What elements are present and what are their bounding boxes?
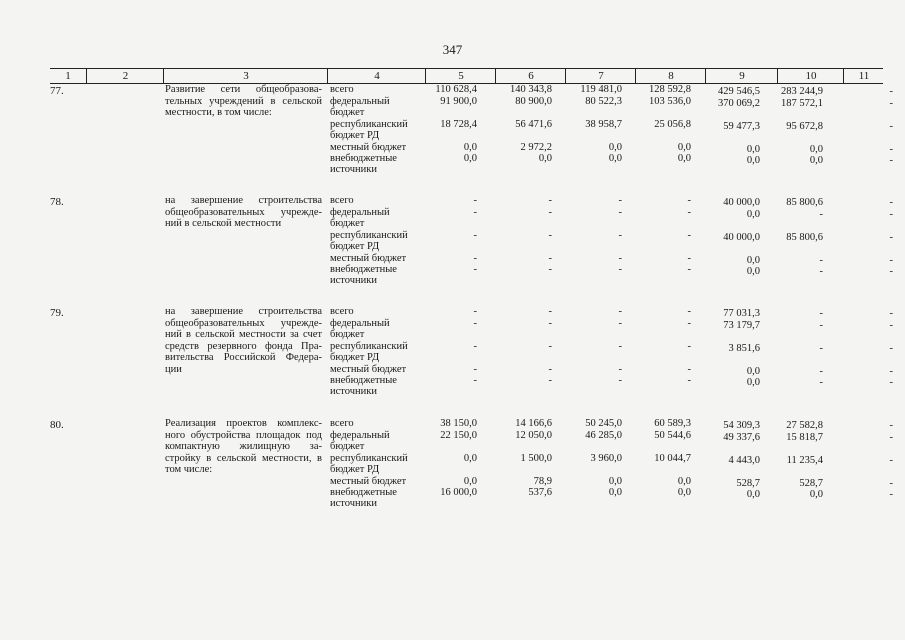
table-cell: - [548, 375, 552, 386]
table-cell: 80 522,3 [585, 96, 622, 107]
table-cell: - [889, 478, 893, 489]
header-col-5: 5 [425, 69, 496, 83]
table-cell: - [819, 366, 823, 377]
table-cell: - [618, 318, 622, 329]
funding-source-label: внебюджетные источники [330, 264, 397, 287]
table-cell: 78,9 [533, 476, 552, 487]
table-cell: - [889, 86, 893, 97]
header-col-6: 6 [495, 69, 566, 83]
table-cell: 119 481,0 [580, 84, 622, 95]
row-number: 78. [50, 196, 64, 208]
table-cell: 85 800,6 [786, 197, 823, 208]
table-cell: 54 309,3 [723, 420, 760, 431]
table-cell: 0,0 [746, 266, 760, 277]
table-cell: 56 471,6 [515, 119, 552, 130]
row-description: Реализация проектов комплекс-ного обустройства площадок под компактную жилищную за-стройку в сельской местности, в том числе: [165, 418, 322, 475]
table-cell: - [548, 230, 552, 241]
header-col-4: 4 [327, 69, 426, 83]
table-cell: - [687, 341, 691, 352]
table-cell: - [889, 420, 893, 431]
table-cell: - [889, 308, 893, 319]
table-cell: - [819, 320, 823, 331]
header-col-7: 7 [565, 69, 636, 83]
funding-source-label: федеральный бюджет [330, 430, 390, 453]
table-cell: 429 546,5 [718, 86, 760, 97]
table-header [50, 68, 883, 84]
table-cell: 370 069,2 [718, 98, 760, 109]
table-cell: 95 672,8 [786, 121, 823, 132]
funding-source-label: местный бюджет [330, 142, 407, 153]
table-cell: - [548, 364, 552, 375]
table-cell: 12 050,0 [515, 430, 552, 441]
funding-source-label: внебюджетные источники [330, 375, 397, 398]
table-cell: - [889, 121, 893, 132]
table-cell: - [889, 255, 893, 266]
table-cell: 140 343,8 [510, 84, 552, 95]
table-cell: 40 000,0 [723, 197, 760, 208]
header-col-10: 10 [777, 69, 844, 83]
table-cell: 283 244,9 [781, 86, 823, 97]
table-cell: 0,0 [463, 153, 477, 164]
table-cell: 50 245,0 [585, 418, 622, 429]
table-cell: - [473, 207, 477, 218]
table-cell: - [473, 341, 477, 352]
table-cell: 0,0 [463, 142, 477, 153]
table-cell: - [889, 377, 893, 388]
table-cell: 18 728,4 [440, 119, 477, 130]
table-cell: 59 477,3 [723, 121, 760, 132]
row-description: Развитие сети общеобразова-тельных учреждений в сельской местности, в том числе: [165, 84, 322, 118]
funding-source-label: всего [330, 418, 354, 429]
table-cell: - [687, 306, 691, 317]
table-cell: - [473, 318, 477, 329]
table-cell: - [687, 207, 691, 218]
table-cell: - [889, 197, 893, 208]
table-cell: 49 337,6 [723, 432, 760, 443]
table-cell: - [548, 318, 552, 329]
table-cell: 0,0 [746, 366, 760, 377]
funding-source-label: местный бюджет [330, 476, 407, 487]
table-cell: - [618, 207, 622, 218]
table-cell: 11 235,4 [786, 455, 823, 466]
table-cell: - [819, 377, 823, 388]
table-cell: - [548, 207, 552, 218]
table-cell: 0,0 [746, 255, 760, 266]
table-cell: 46 285,0 [585, 430, 622, 441]
table-cell: 0,0 [677, 476, 691, 487]
table-cell: 40 000,0 [723, 232, 760, 243]
table-cell: - [618, 230, 622, 241]
table-cell: 103 536,0 [649, 96, 691, 107]
table-cell: - [618, 341, 622, 352]
header-col-11: 11 [843, 69, 884, 83]
table-cell: - [473, 306, 477, 317]
table-cell: 0,0 [809, 489, 823, 500]
table-cell: 80 900,0 [515, 96, 552, 107]
table-cell: 10 044,7 [654, 453, 691, 464]
table-cell: - [618, 264, 622, 275]
funding-source-label: всего [330, 306, 354, 317]
table-cell: 91 900,0 [440, 96, 477, 107]
table-cell: - [889, 343, 893, 354]
funding-source-label: республиканский бюджет РД [330, 230, 408, 253]
table-cell: - [548, 264, 552, 275]
funding-source-label: республиканский бюджет РД [330, 119, 408, 142]
table-cell: 537,6 [528, 487, 552, 498]
table-cell: - [473, 264, 477, 275]
funding-source-label: местный бюджет [330, 364, 407, 375]
table-cell: 38 958,7 [585, 119, 622, 130]
table-cell: 1 500,0 [520, 453, 552, 464]
funding-source-label: всего [330, 84, 354, 95]
table-cell: - [548, 253, 552, 264]
table-cell: - [819, 255, 823, 266]
funding-source-label: федеральный бюджет [330, 96, 390, 119]
table-cell: - [889, 144, 893, 155]
table-cell: 3 960,0 [590, 453, 622, 464]
row-number: 77. [50, 85, 64, 97]
table-cell: - [618, 195, 622, 206]
table-cell: 0,0 [608, 142, 622, 153]
header-col-9: 9 [705, 69, 778, 83]
table-cell: 0,0 [746, 209, 760, 220]
table-cell: 27 582,8 [786, 420, 823, 431]
table-cell: 110 628,4 [435, 84, 477, 95]
table-cell: 0,0 [746, 489, 760, 500]
funding-source-label: внебюджетные источники [330, 487, 397, 510]
table-cell: 85 800,6 [786, 232, 823, 243]
table-cell: - [889, 489, 893, 500]
table-cell: 3 851,6 [728, 343, 760, 354]
funding-source-label: республиканский бюджет РД [330, 453, 408, 476]
table-cell: 0,0 [608, 153, 622, 164]
table-cell: 0,0 [809, 155, 823, 166]
table-cell: 0,0 [677, 153, 691, 164]
table-cell: 528,7 [799, 478, 823, 489]
table-cell: - [819, 343, 823, 354]
row-description: на завершение строительства общеобразовательных учрежде-ний в сельской местности за счет средств резервного фонда Пра-вительства Российской Федера-ции [165, 306, 322, 375]
funding-source-label: федеральный бюджет [330, 207, 390, 230]
table-cell: - [473, 230, 477, 241]
table-cell: - [687, 253, 691, 264]
table-cell: - [687, 264, 691, 275]
table-cell: 0,0 [463, 453, 477, 464]
table-cell: - [889, 320, 893, 331]
table-cell: - [687, 375, 691, 386]
table-cell: 0,0 [746, 144, 760, 155]
table-cell: - [889, 232, 893, 243]
table-cell: - [889, 266, 893, 277]
table-cell: 14 166,6 [515, 418, 552, 429]
row-number: 79. [50, 307, 64, 319]
table-cell: 0,0 [608, 476, 622, 487]
funding-source-label: всего [330, 195, 354, 206]
table-cell: 50 544,6 [654, 430, 691, 441]
table-cell: - [548, 341, 552, 352]
table-cell: - [618, 306, 622, 317]
table-cell: - [548, 195, 552, 206]
table-cell: 528,7 [736, 478, 760, 489]
table-cell: 4 443,0 [728, 455, 760, 466]
table-cell: - [618, 364, 622, 375]
table-cell: 25 056,8 [654, 119, 691, 130]
table-cell: - [618, 253, 622, 264]
table-cell: 22 150,0 [440, 430, 477, 441]
table-cell: 0,0 [746, 377, 760, 388]
table-cell: 0,0 [677, 142, 691, 153]
table-cell: - [889, 98, 893, 109]
table-cell: 0,0 [608, 487, 622, 498]
funding-source-label: республиканский бюджет РД [330, 341, 408, 364]
header-col-1: 1 [65, 70, 71, 82]
table-cell: - [687, 318, 691, 329]
table-cell: - [889, 366, 893, 377]
row-description: на завершение строительства общеобразовательных учрежде-ний в сельской местности [165, 195, 322, 229]
table-cell: 0,0 [463, 476, 477, 487]
table-cell: 128 592,8 [649, 84, 691, 95]
table-cell: 2 972,2 [520, 142, 552, 153]
table-cell: 0,0 [677, 487, 691, 498]
table-cell: - [889, 432, 893, 443]
table-cell: 38 150,0 [440, 418, 477, 429]
header-col-2: 2 [86, 69, 164, 83]
header-col-8: 8 [635, 69, 706, 83]
table-cell: - [819, 266, 823, 277]
table-cell: - [687, 364, 691, 375]
funding-source-label: федеральный бюджет [330, 318, 390, 341]
table-cell: - [473, 253, 477, 264]
table-cell: 15 818,7 [786, 432, 823, 443]
header-col-3: 3 [163, 69, 328, 83]
table-cell: - [819, 308, 823, 319]
table-cell: 0,0 [538, 153, 552, 164]
table-cell: - [473, 195, 477, 206]
table-cell: - [618, 375, 622, 386]
table-cell: - [687, 230, 691, 241]
table-cell: - [687, 195, 691, 206]
table-cell: - [889, 155, 893, 166]
table-cell: 60 589,3 [654, 418, 691, 429]
table-cell: - [473, 364, 477, 375]
table-cell: 0,0 [809, 144, 823, 155]
table-cell: - [889, 209, 893, 220]
table-cell: 73 179,7 [723, 320, 760, 331]
table-cell: 187 572,1 [781, 98, 823, 109]
table-cell: - [889, 455, 893, 466]
table-cell: - [548, 306, 552, 317]
table-cell: 16 000,0 [440, 487, 477, 498]
funding-source-label: местный бюджет [330, 253, 407, 264]
table-cell: 77 031,3 [723, 308, 760, 319]
funding-source-label: внебюджетные источники [330, 153, 397, 176]
row-number: 80. [50, 419, 64, 431]
table-cell: - [473, 375, 477, 386]
table-cell: - [819, 209, 823, 220]
page-number: 347 [442, 42, 463, 57]
table-cell: 0,0 [746, 155, 760, 166]
